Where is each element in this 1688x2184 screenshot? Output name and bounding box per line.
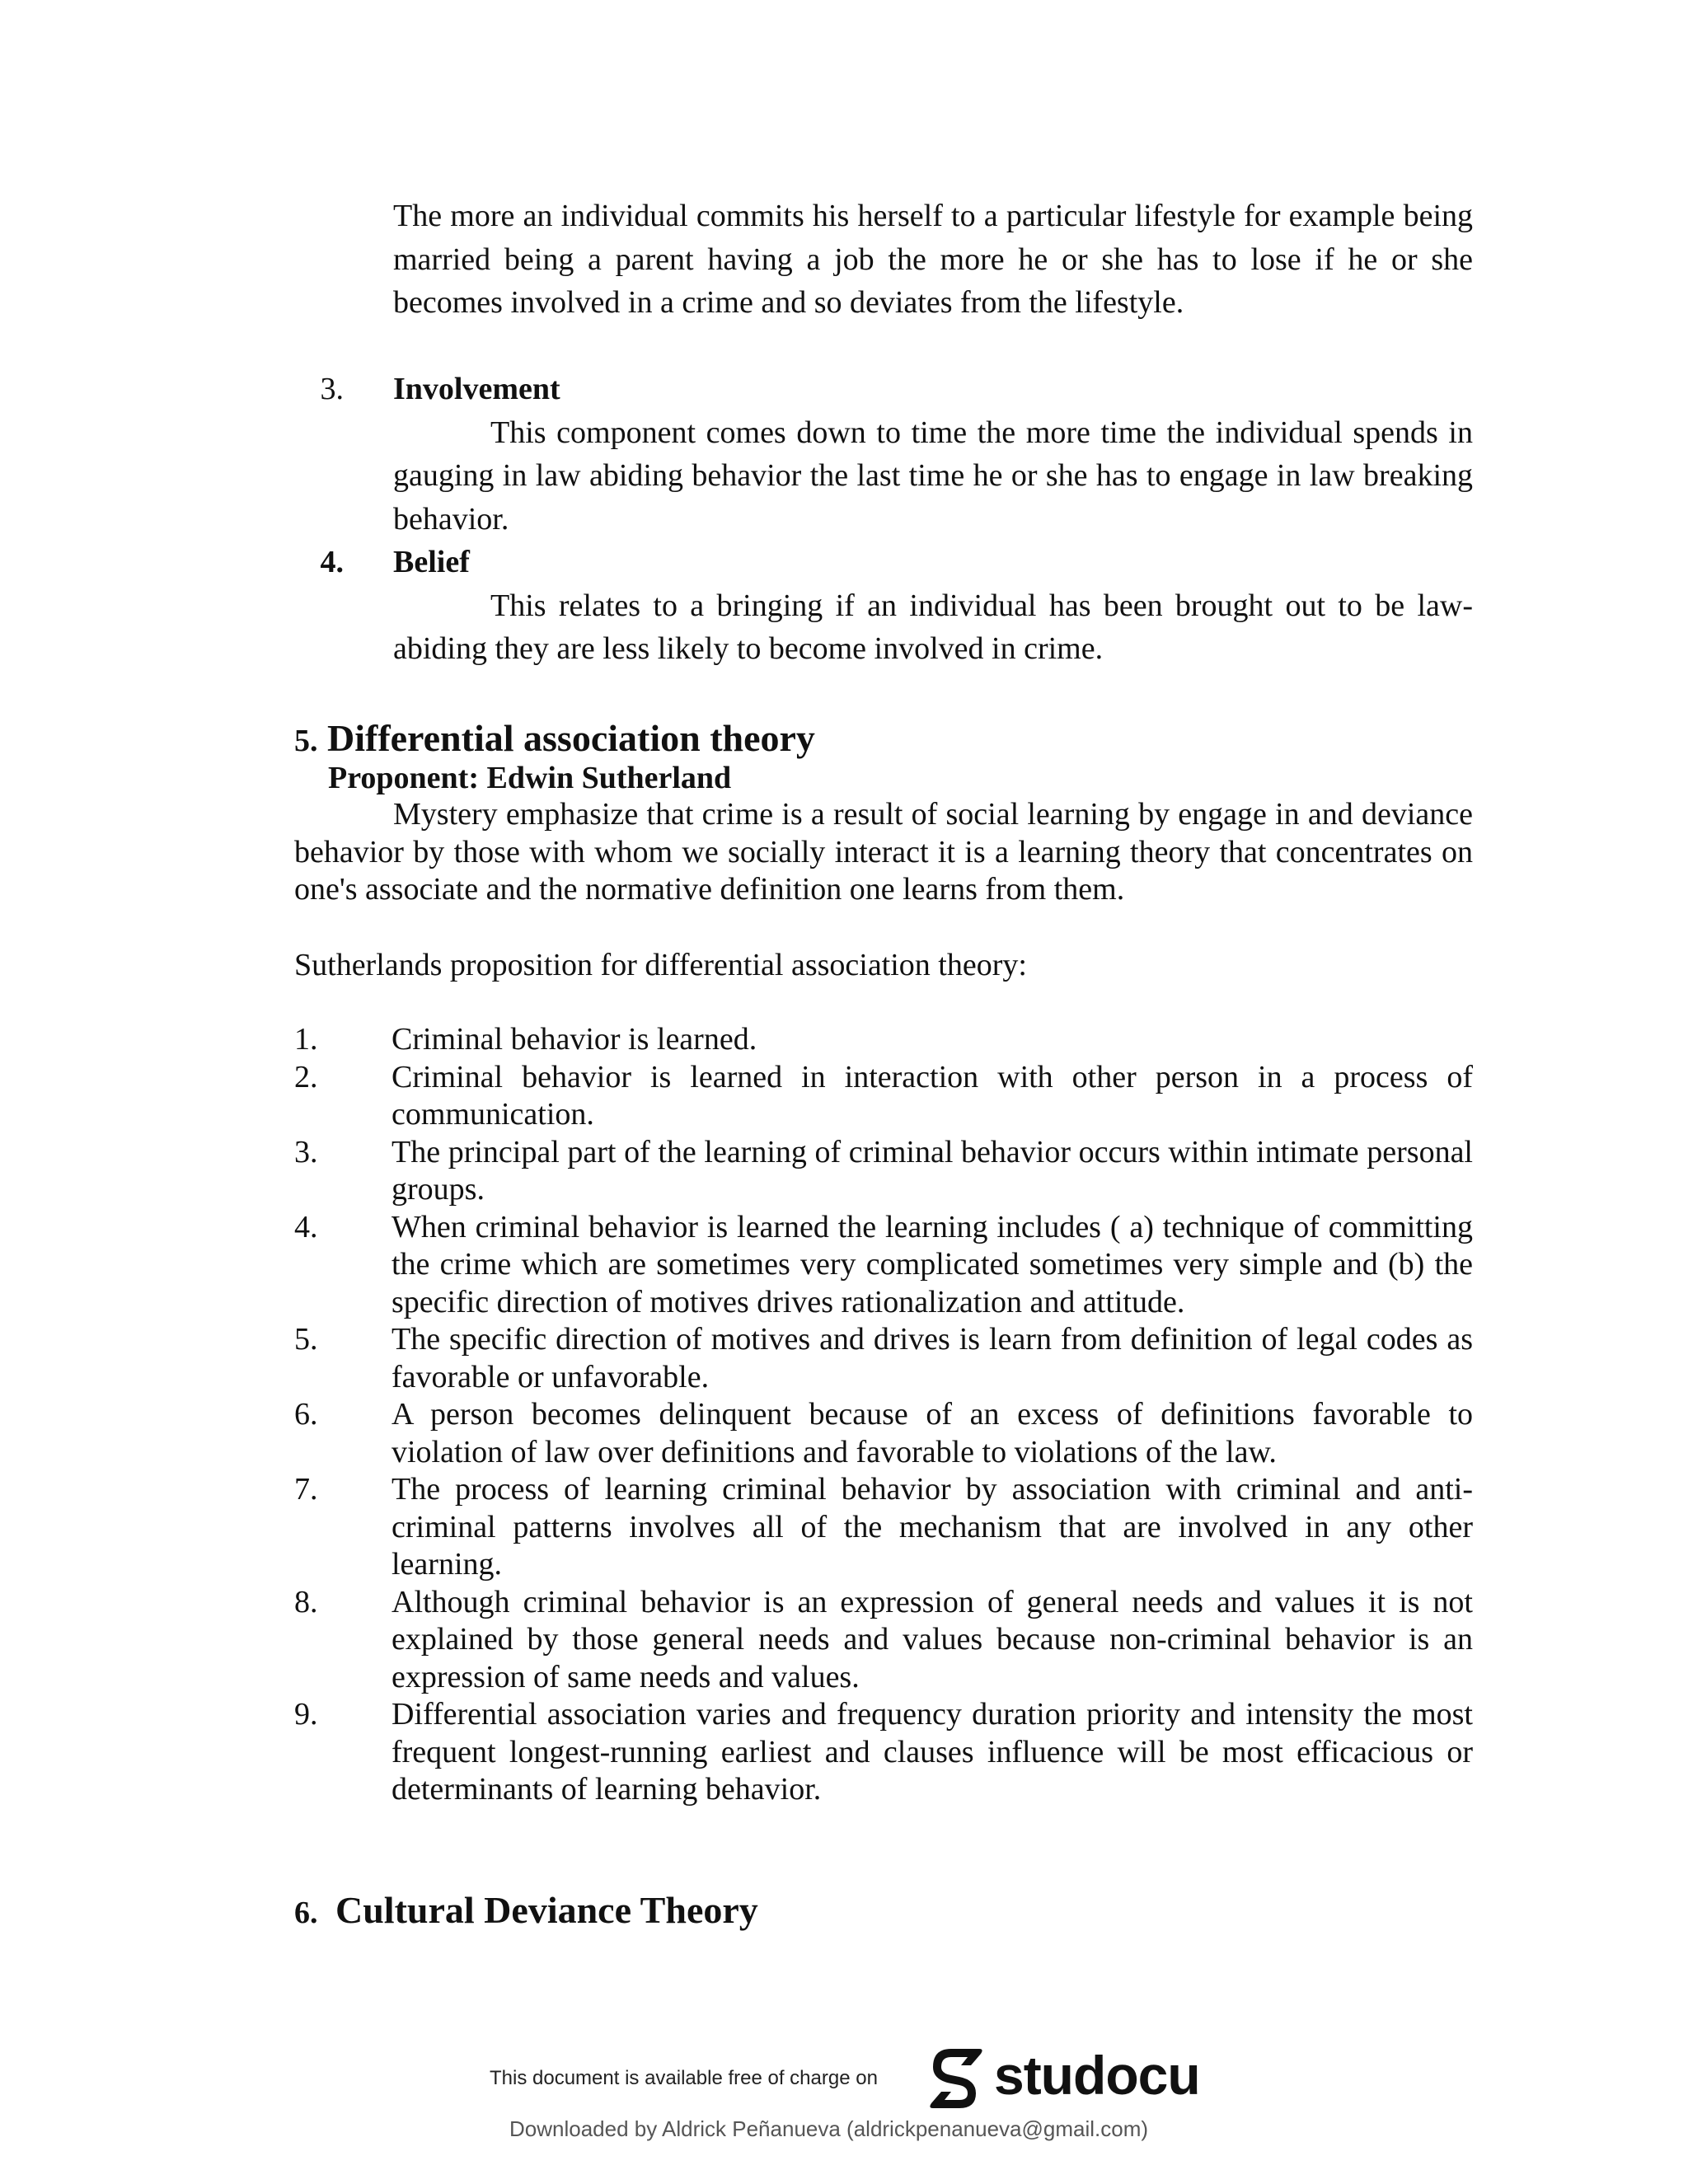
item-text: Although criminal behavior is an expression of general needs and values it is not explained by those general needs and values because non-criminal behavior is an expression of same needs and values. [392, 1584, 1473, 1694]
section-number: 6. [294, 1896, 318, 1930]
list-item [294, 1209, 1473, 1322]
list-item [294, 1471, 1473, 1584]
section-6-heading [294, 1887, 758, 1936]
item-text: The process of learning criminal behavior by association with criminal and anti-criminal patterns involves all of the mechanism that are involved in any other learning. [392, 1472, 1473, 1582]
item-number: 5. [294, 1322, 318, 1357]
availability-text: This document is available free of charge on [490, 2067, 878, 2089]
propositions-list [294, 1021, 1473, 1809]
section-number: 5. [294, 724, 318, 758]
proponent-line: Proponent: Edwin Sutherland [328, 761, 732, 795]
item-number: 4. [294, 1209, 318, 1244]
list-item [294, 1396, 1473, 1471]
component-title: Involvement [393, 372, 560, 406]
list-item [294, 1696, 1473, 1809]
studocu-logo-icon [923, 2046, 989, 2111]
item-number: 7. [294, 1472, 318, 1507]
list-item [294, 1584, 1473, 1697]
list-item [294, 1134, 1473, 1209]
component-text: This component comes down to time the more time the individual spends in gauging in law abiding behavior the last time he or she has to engage in law breaking behavior. [393, 415, 1473, 537]
item-number: 6. [294, 1397, 318, 1432]
item-text: Criminal behavior is learned. [392, 1022, 757, 1057]
list-item [294, 1021, 1473, 1059]
component-involvement [294, 368, 1473, 541]
item-number: 8. [294, 1584, 318, 1619]
component-text: This relates to a bringing if an individual has been brought out to be law-abiding they are less likely to become involved in crime. [393, 588, 1473, 666]
item-text: Differential association varies and frequency duration priority and intensity the most frequent longest-running earliest and clauses influence will be most efficacious or determinants of learning behavior. [392, 1697, 1473, 1807]
studocu-brand: studocu [994, 2045, 1200, 2106]
list-item [294, 1321, 1473, 1396]
intro-paragraph: The more an individual commits his herself to a particular lifestyle for example being married being a parent having a job the more he or she has to lose if he or she becomes involved in a crime and so deviates from the lifestyle. [393, 199, 1473, 320]
list-item [294, 1059, 1473, 1134]
section-5-paragraph: Mystery emphasize that crime is a result of social learning by engage in and deviance behavior by those with whom we socially interact it is a learning theory that concentrates on one's associate and the normative definition one learns from them. [294, 797, 1473, 907]
component-title: Belief [393, 545, 470, 579]
studocu-logo[interactable] [923, 2042, 1200, 2108]
item-text: The principal part of the learning of criminal behavior occurs within intimate personal groups. [392, 1134, 1473, 1207]
item-text: A person becomes delinquent because of an excess of definitions favorable to violation of law over definitions and favorable to violations of the law. [392, 1397, 1473, 1469]
item-text: The specific direction of motives and drives is learn from definition of legal codes as favorable or unfavorable. [392, 1322, 1473, 1394]
component-belief [294, 541, 1473, 671]
item-number: 3. [294, 1134, 318, 1169]
item-number: 9. [294, 1697, 318, 1732]
download-text: Downloaded by Aldrick Peñanueva (aldrickpenanueva@gmail.com) [509, 2116, 1149, 2141]
section-title: Differential association theory [327, 717, 815, 759]
section-title: Cultural Deviance Theory [335, 1889, 758, 1931]
propositions-heading: Sutherlands proposition for differential association theory: [294, 948, 1027, 982]
component-number: 3. [320, 372, 344, 406]
component-number: 4. [320, 545, 344, 579]
item-number: 1. [294, 1022, 318, 1057]
item-text: Criminal behavior is learned in interaction with other person in a process of communication. [392, 1059, 1473, 1132]
item-number: 2. [294, 1059, 318, 1094]
item-text: When criminal behavior is learned the learning includes ( a) technique of committing the crime which are sometimes very complicated sometimes very simple and (b) the specific direction of motives drives rationalization and attitude. [392, 1209, 1473, 1319]
